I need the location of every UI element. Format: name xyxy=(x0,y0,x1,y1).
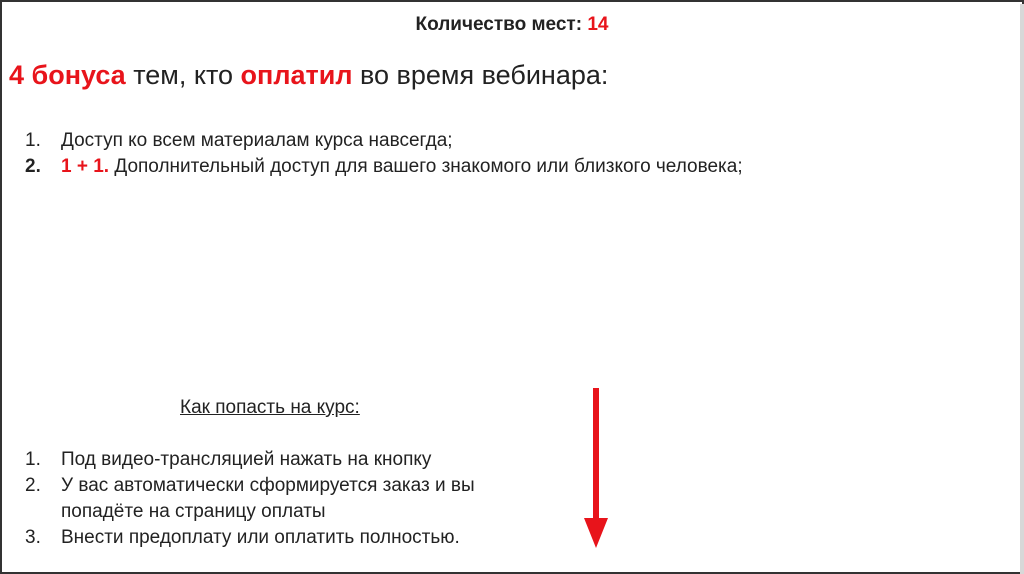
step-item xyxy=(25,525,475,551)
bonus-item xyxy=(25,128,743,154)
step-number: 2. xyxy=(25,475,41,496)
bonus-accent: 1 + 1. xyxy=(61,156,110,177)
step-text: У вас автоматически сформируется заказ и вы xyxy=(61,475,475,496)
bonus-headline xyxy=(9,60,608,91)
bonus-number: 2. xyxy=(25,156,41,177)
bonus-text: Дополнительный доступ для вашего знакомого или близкого человека; xyxy=(109,156,743,177)
step-text: Внести предоплату или оплатить полностью. xyxy=(61,527,460,548)
headline-bonus-count: 4 бонуса xyxy=(9,60,126,90)
bonus-number: 1. xyxy=(25,130,41,151)
step-item xyxy=(25,473,475,525)
seats-count: 14 xyxy=(587,14,609,35)
step-text: Под видео-трансляцией нажать на кнопку xyxy=(61,449,432,470)
seats-label: Количество мест: xyxy=(415,14,583,35)
bonus-item xyxy=(25,154,743,180)
headline-text-2: во время вебинара: xyxy=(352,60,609,90)
step-item xyxy=(25,447,475,473)
seats-counter xyxy=(0,14,1024,36)
howto-title: Как попасть на курс: xyxy=(180,397,360,418)
bonus-list xyxy=(25,128,743,180)
step-number: 1. xyxy=(25,449,41,470)
headline-text-1: тем, кто xyxy=(125,60,241,90)
frame-shadow xyxy=(1020,4,1024,574)
bonus-text: Доступ ко всем материалам курса навсегда; xyxy=(61,130,453,151)
arrow-down-icon xyxy=(580,388,612,550)
step-text-continued: попадёте на страницу оплаты xyxy=(61,501,326,522)
steps-list xyxy=(25,447,475,551)
step-number: 3. xyxy=(25,527,41,548)
headline-paid-word: оплатил xyxy=(240,60,353,90)
